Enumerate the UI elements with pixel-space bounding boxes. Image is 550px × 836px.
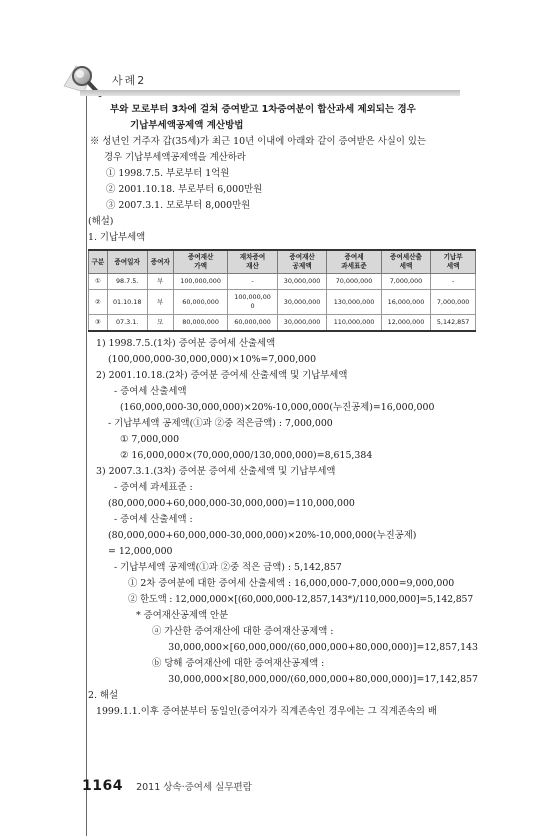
explanation-line: ① 7,000,000 [120, 434, 180, 445]
explanation-line: (80,000,000+60,000,000-30,000,000)=110,000,000 [108, 498, 355, 509]
table-header-cell: 증여재산 공제액 [277, 250, 327, 274]
explanation-line: 2) 2001.10.18.(2차) 증여분 증여세 산출세액 및 기납부세액 [96, 370, 348, 381]
table-cell: 100,000,000 [173, 274, 227, 290]
table-cell: 130,000,000 [327, 290, 381, 315]
gift-item: ① 1998.7.5. 부로부터 1억원 [106, 168, 230, 179]
case-note-line-1: ※ 성년인 거주자 갑(35세)가 최근 10년 이내에 아래와 같이 증여받은 사실이 있는 [90, 136, 426, 147]
section-1-label: 1. 기납부세액 [88, 232, 146, 243]
answer-label: (해설) [88, 216, 114, 227]
table-cell: 100,000,00 0 [228, 290, 278, 315]
table-header-cell: 구분 [89, 250, 108, 274]
case-note-line-2: 경우 기납부세액공제액을 계산하라 [104, 152, 246, 163]
table-cell: 80,000,000 [173, 315, 227, 332]
case-title-line-2: 기납부세액공제액 계산방법 [130, 120, 244, 131]
case-note [86, 134, 478, 166]
explanation-line: - 기납부세액 공제액(①과 ②중 적은금액) : 7,000,000 [108, 418, 333, 429]
explanation-line: - 증여세 과세표준 : [114, 482, 193, 493]
explanation-line: ② 16,000,000×(70,000,000/130,000,000)=8,615,384 [120, 450, 373, 461]
table-cell: ① [89, 274, 108, 290]
table-row [89, 274, 476, 290]
table-cell: ② [89, 290, 108, 315]
table-cell: ③ [89, 315, 108, 332]
book-title: 2011 상속·증여세 실무편람 [136, 782, 252, 793]
table-header-cell: 기납부 세액 [431, 250, 476, 274]
explanation-line: - 기납부세액 공제액(①과 ②중 적은 금액) : 5,142,857 [114, 562, 342, 573]
table-cell: 30,000,000 [277, 290, 327, 315]
gift-list [86, 166, 478, 214]
explanation-line: (100,000,000-30,000,000)×10%=7,000,000 [108, 354, 317, 365]
table-cell: 07.3.1. [107, 315, 147, 332]
explanation-line: - 증여세 산출세액 : [114, 514, 193, 525]
case-title [86, 102, 478, 134]
table-cell: 7,000,000 [431, 290, 476, 315]
header-rule [80, 90, 460, 96]
table-cell: 01.10.18 [107, 290, 147, 315]
table-cell: 모 [147, 315, 173, 332]
page-content [86, 102, 478, 720]
table-header-cell: 증여일자 [107, 250, 147, 274]
explanation-line: 3) 2007.3.1.(3차) 증여분 증여세 산출세액 및 기납부세액 [96, 466, 336, 477]
table-header-cell: 재차증여 재산 [228, 250, 278, 274]
page-footer [82, 775, 252, 794]
explanation-line: (80,000,000+60,000,000-30,000,000)×20%-10,000,000(누진공제) [108, 530, 417, 541]
table-cell: 부 [147, 274, 173, 290]
tax-table [88, 249, 476, 332]
explanation-line: * 증여재산공제액 안분 [136, 610, 229, 621]
table-header-cell: 증여세산출 세액 [381, 250, 431, 274]
table-cell: 7,000,000 [381, 274, 431, 290]
table-cell: 부 [147, 290, 173, 315]
gift-item: ② 2001.10.18. 부로부터 6,000만원 [106, 184, 263, 195]
table-cell: 16,000,000 [381, 290, 431, 315]
explanation-line: ⓑ 당해 증여재산에 대한 증여재산공제액 : [152, 658, 325, 669]
explanation-line: 30,000,000×[60,000,000/(60,000,000+80,000,000)]=12,857,143 [168, 642, 478, 653]
gift-item: ③ 2007.3.1. 모로부터 8,000만원 [106, 200, 251, 211]
table-cell: 30,000,000 [277, 315, 327, 332]
case-label: 사례2 [112, 74, 147, 87]
table-header-row [89, 250, 476, 274]
table-cell: 110,000,000 [327, 315, 381, 332]
table-row [89, 315, 476, 332]
table-row [89, 290, 476, 315]
explanation-line: (160,000,000-30,000,000)×20%-10,000,000(누진공제)=16,000,000 [120, 402, 435, 413]
table-cell: 60,000,000 [173, 290, 227, 315]
table-cell: - [228, 274, 278, 290]
explanation-line: - 증여세 산출세액 [114, 386, 187, 397]
section-2-text: 1999.1.1.이후 증여분부터 동일인(증여자가 직계존속인 경우에는 그 직계존속의 배 [96, 706, 437, 717]
table-header-cell: 증여세 과세표준 [327, 250, 381, 274]
table-cell: 5,142,857 [431, 315, 476, 332]
table-cell: 12,000,000 [381, 315, 431, 332]
table-header-cell: 증여자 [147, 250, 173, 274]
table-cell: - [431, 274, 476, 290]
explanation-line: ① 2차 증여분에 대한 증여세 산출세액 : 16,000,000-7,000,000=9,000,000 [128, 578, 455, 589]
explanation-lines [86, 336, 478, 688]
explanation-line: = 12,000,000 [108, 546, 173, 557]
table-cell: 98.7.5. [107, 274, 147, 290]
table-header-cell: 증여재산 가액 [173, 250, 227, 274]
table-cell: 30,000,000 [277, 274, 327, 290]
table-cell: 60,000,000 [228, 315, 278, 332]
explanation-line: 1) 1998.7.5.(1차) 증여분 증여세 산출세액 [96, 338, 276, 349]
page-number: 1164 [82, 778, 123, 794]
explanation-line: ② 한도액 : 12,000,000×[(60,000,000-12,857,143*)/110,000,000]=5,142,857 [128, 594, 473, 605]
explanation-line: 30,000,000×[80,000,000/(60,000,000+80,000,000)]=17,142,857 [168, 674, 478, 685]
section-2-label: 2. 해설 [88, 690, 119, 701]
table-cell: 70,000,000 [327, 274, 381, 290]
case-title-line-1: 부와 모로부터 3차에 걸쳐 증여받고 1차증여분이 합산과세 제외되는 경우 [110, 104, 416, 115]
explanation-line: ⓐ 가산한 증여재산에 대한 증여재산공제액 : [152, 626, 334, 637]
